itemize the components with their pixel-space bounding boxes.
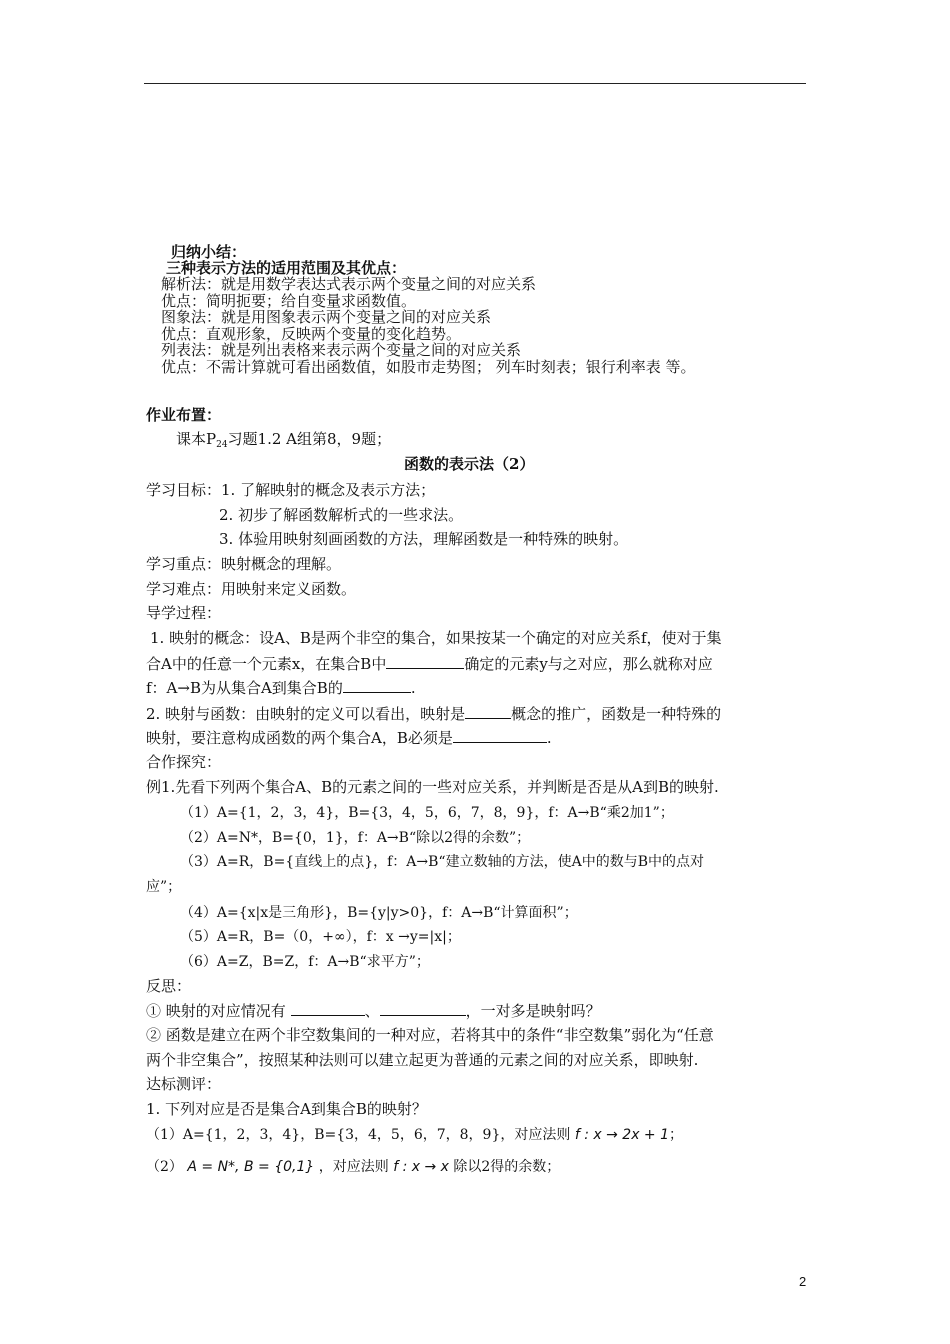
eval-label: 达标测评： (146, 1075, 222, 1093)
goal-item: 1. 了解映射的概念及表示方法； (221, 481, 436, 499)
fill-blank[interactable] (465, 704, 511, 719)
example-item: （6）A=Z，B=Z，f：A→B“求平方”； (180, 954, 430, 970)
homework-heading: 作业布置： (146, 406, 222, 424)
text: 合A中的任意一个元素x，在集合B中 (146, 655, 387, 673)
example-item: 应”； (146, 879, 182, 895)
example-item: （5）A=R，B=（0，+∞），f：x →y=|x|； (180, 929, 461, 945)
math-formula: f : x → 2x + 1 (574, 1127, 670, 1143)
mapping-function-line-1 (146, 704, 721, 723)
summary-line: 列表法：就是列出表格来表示两个变量之间的对应关系 (161, 341, 522, 359)
homework-page-sub: 24 (216, 440, 228, 450)
text: （1）A={1，2，3，4}，B={3，4，5，6，7，8，9}，对应法则 (146, 1127, 571, 1143)
reflect-item-2-line-1: ② 函数是建立在两个非空数集间的一种对应，若将其中的条件“非空数集”弱化为“任意 (146, 1026, 714, 1044)
fill-blank[interactable] (343, 678, 411, 693)
fill-blank[interactable] (291, 1001, 365, 1016)
example-item: （2）A=N*，B={0，1}，f：A→B“除以2得的余数”； (180, 830, 531, 846)
summary-line: 优点：简明扼要；给自变量求函数值。 (161, 292, 417, 310)
eval-question: 1. 下列对应是否是集合A到集合B的映射？ (146, 1100, 427, 1118)
example-item: （1）A={1，2，3，4}，B={3，4，5，6，7，8，9}，f：A→B“乘2加1”； (180, 805, 674, 821)
header-rule (144, 83, 806, 84)
mapping-definition-line-3 (146, 678, 416, 697)
summary-line: 解析法：就是用数学表达式表示两个变量之间的对应关系 (161, 275, 537, 293)
homework-suffix: 习题1.2 A组第8，9题； (227, 430, 392, 448)
math-formula: A = N*, B = {0,1} (187, 1159, 315, 1175)
difficulty: 学习难点：用映射来定义函数。 (146, 580, 357, 598)
text: 除以2得的余数； (453, 1159, 561, 1175)
text: 2. 映射与函数：由映射的定义可以看出，映射是 (146, 705, 466, 723)
reflect-item-1 (146, 1001, 601, 1020)
mapping-definition-line-1: 1. 映射的概念：设A、B是两个非空的集合，如果按某一个确定的对应关系f，使对于集 (150, 629, 722, 647)
homework-prefix: 课本P (176, 430, 217, 448)
coop-label: 合作探究： (146, 753, 222, 771)
process-label: 导学过程： (146, 604, 222, 622)
goals-row (146, 481, 435, 499)
reflect-item-2-line-2: 两个非空集合”，按照某种法则可以建立起更为普通的元素之间的对应关系，即映射. (146, 1051, 699, 1069)
summary-line: 优点：不需计算就可看出函数值，如股市走势图； 列车时刻表；银行利率表 等。 (161, 358, 696, 376)
text: 概念的推广，函数是一种特殊的 (511, 705, 722, 723)
text: 、 (364, 1002, 380, 1020)
text: ① 映射的对应情况有 (146, 1002, 286, 1020)
summary-line: 图象法：就是用图象表示两个变量之间的对应关系 (161, 308, 492, 326)
text: . (410, 679, 416, 697)
goals-label: 学习目标： (146, 481, 222, 499)
lesson-title: 函数的表示法（2） (404, 455, 535, 473)
eval-item-2 (146, 1158, 560, 1176)
reflect-label: 反思： (146, 977, 192, 995)
eval-item-1 (146, 1126, 683, 1144)
text: ，一对多是映射吗？ (465, 1002, 601, 1020)
homework-line (176, 430, 391, 454)
text: 确定的元素y与之对应，那么就称对应 (464, 655, 713, 673)
mapping-definition-line-2 (146, 654, 713, 673)
summary-subheading: 三种表示方法的适用范围及其优点： (166, 259, 407, 277)
goal-item: 2. 初步了解函数解析式的一些求法。 (219, 506, 464, 524)
text: ； (669, 1127, 684, 1143)
text: . (546, 729, 552, 747)
goal-item: 3. 体验用映射刻画函数的方法，理解函数是一种特殊的映射。 (219, 530, 629, 548)
example-item: （3）A=R，B={直线上的点}，f：A→B“建立数轴的方法，使A中的数与B中的点对 (180, 854, 704, 870)
fill-blank[interactable] (380, 1001, 466, 1016)
example-item: （4）A={x|x是三角形}，B={y|y>0}，f：A→B“计算面积”； (180, 905, 578, 921)
text: ，对应法则 (318, 1159, 389, 1175)
summary-line: 优点：直观形象，反映两个变量的变化趋势。 (161, 325, 462, 343)
summary-heading: 归纳小结： (171, 243, 247, 261)
text: f：A→B为从集合A到集合B的 (146, 679, 343, 697)
example-intro: 例1.先看下列两个集合A、B的元素之间的一些对应关系，并判断是否是从A到B的映射. (146, 778, 719, 796)
text: （2） (146, 1159, 183, 1175)
math-formula: f : x → x (393, 1159, 449, 1175)
text: 映射，要注意构成函数的两个集合A，B必须是 (146, 729, 453, 747)
fill-blank[interactable] (386, 654, 464, 669)
key-point: 学习重点：映射概念的理解。 (146, 555, 342, 573)
page-number: 2 (799, 1274, 807, 1289)
mapping-function-line-2 (146, 728, 552, 747)
fill-blank[interactable] (453, 728, 547, 743)
